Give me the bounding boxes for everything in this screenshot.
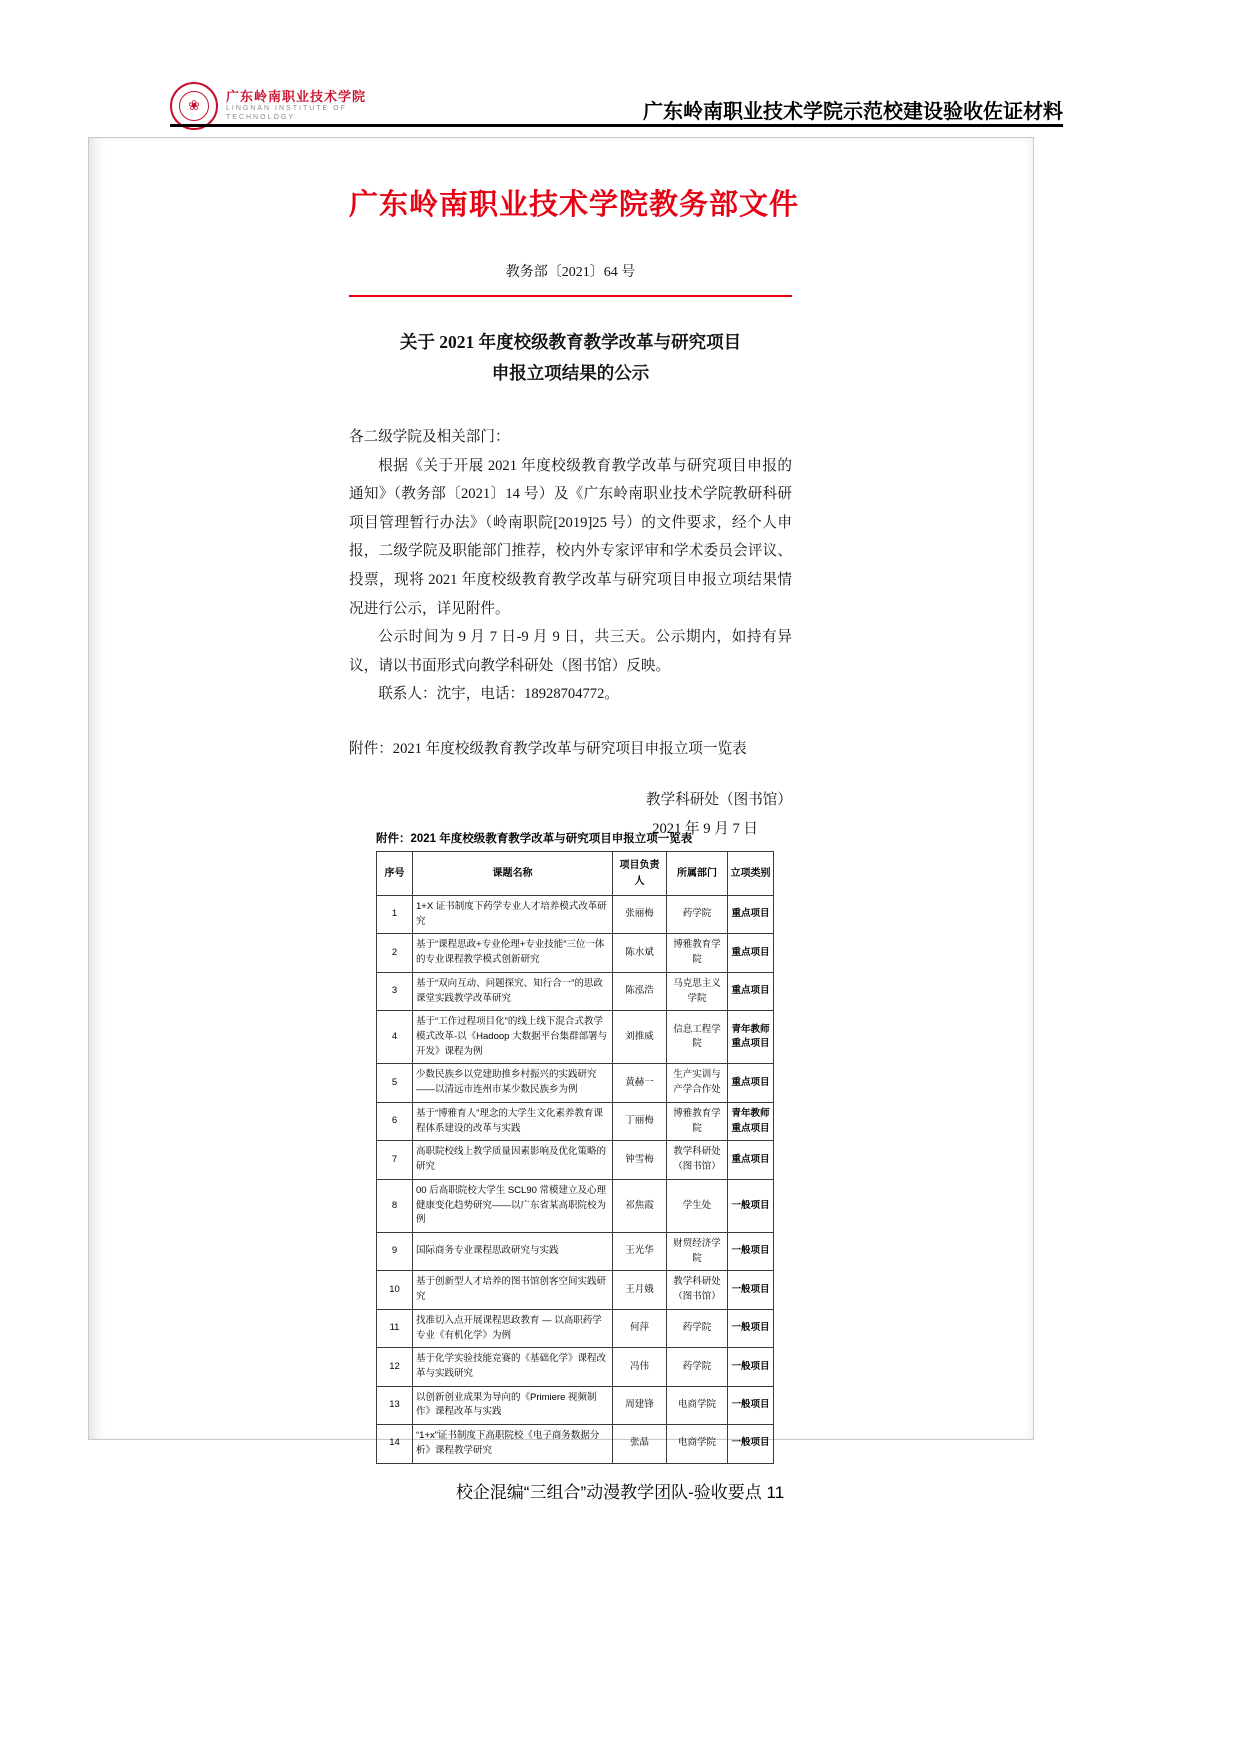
table-row: [377, 1141, 774, 1179]
cell-leader: 张晶: [613, 1425, 667, 1463]
document-attachment-note: 附件：2021 年度校级教育教学改革与研究项目申报立项一览表: [349, 740, 747, 757]
cell-category: 青年教师重点项目: [728, 1102, 774, 1140]
cell-category: 一般项目: [728, 1309, 774, 1347]
cell-category: 重点项目: [728, 896, 774, 934]
col-header-leader: 项目负责人: [613, 852, 667, 896]
cell-index: 12: [377, 1348, 413, 1386]
cell-leader: 王月娥: [613, 1271, 667, 1309]
cell-index: 11: [377, 1309, 413, 1347]
cell-index: 10: [377, 1271, 413, 1309]
table-row: [377, 972, 774, 1010]
document-subject-line1: 关于 2021 年度校级教育教学改革与研究项目: [399, 332, 742, 352]
cell-leader: 王光华: [613, 1232, 667, 1270]
col-header-department: 所属部门: [667, 852, 728, 896]
attachment-table-caption: 附件：2021 年度校级教育教学改革与研究项目申报立项一览表: [376, 833, 693, 845]
cell-title: 以创新创业成果为导向的《Primiere 视频制作》课程改革与实践: [413, 1386, 613, 1424]
document-issuer: 教学科研处（图书馆）: [646, 791, 792, 808]
document-paragraph: 联系人：沈宇，电话：18928704772。: [378, 686, 619, 703]
cell-index: 14: [377, 1425, 413, 1463]
col-header-index: 序号: [377, 852, 413, 896]
document-subject: [349, 327, 792, 389]
cell-leader: 钟雪梅: [613, 1141, 667, 1179]
cell-leader: 丁丽梅: [613, 1102, 667, 1140]
table-row: [377, 1011, 774, 1064]
cell-index: 2: [377, 934, 413, 972]
cell-index: 9: [377, 1232, 413, 1270]
page-footer: 校企混编“三组合”动漫教学团队-验收要点 11: [455, 1483, 785, 1502]
cell-category: 青年教师重点项目: [728, 1011, 774, 1064]
attachment-section: [376, 830, 773, 1464]
col-header-title: 课题名称: [413, 852, 613, 896]
cell-index: 3: [377, 972, 413, 1010]
cell-category: 一般项目: [728, 1271, 774, 1309]
cell-index: 7: [377, 1141, 413, 1179]
cell-leader: 冯伟: [613, 1348, 667, 1386]
cell-index: 13: [377, 1386, 413, 1424]
cell-department: 药学院: [667, 1309, 728, 1347]
table-row: [377, 1348, 774, 1386]
cell-department: 教学科研处（图书馆）: [667, 1141, 728, 1179]
school-name-cn: 广东岭南职业技术学院: [226, 89, 367, 105]
cell-department: 博雅教育学院: [667, 1102, 728, 1140]
cell-category: 重点项目: [728, 1064, 774, 1102]
header-title: 广东岭南职业技术学院示范校建设验收佐证材料: [643, 101, 1063, 123]
cell-title: 基于“课程思政+专业伦理+专业技能”三位一体的专业课程教学模式创新研究: [413, 934, 613, 972]
school-seal-inner-icon: ❀: [179, 91, 209, 121]
cell-index: 6: [377, 1102, 413, 1140]
document-body: [349, 423, 792, 709]
cell-leader: 周建锋: [613, 1386, 667, 1424]
school-seal-icon: [170, 82, 218, 130]
cell-category: 重点项目: [728, 972, 774, 1010]
cell-leader: 刘推威: [613, 1011, 667, 1064]
cell-title: 基于“工作过程项目化”的线上线下混合式教学模式改革-以《Hadoop 大数据平台集群部署与开发》课程为例: [413, 1011, 613, 1064]
cell-department: 信息工程学院: [667, 1011, 728, 1064]
table-row: [377, 1064, 774, 1102]
table-row: [377, 1425, 774, 1463]
table-row: [377, 896, 774, 934]
cell-title: 基于“双向互动、问题探究、知行合一”的思政课堂实践教学改革研究: [413, 972, 613, 1010]
attachment-table: [376, 851, 774, 1464]
school-logo: [170, 82, 366, 130]
cell-title: 少数民族乡以党建助推乡村振兴的实践研究——以清远市连州市某少数民族乡为例: [413, 1064, 613, 1102]
document-page: [88, 137, 1034, 1456]
cell-index: 1: [377, 896, 413, 934]
cell-department: 电商学院: [667, 1425, 728, 1463]
cell-index: 5: [377, 1064, 413, 1102]
document-number: 教务部〔2021〕64 号: [505, 265, 636, 280]
cell-leader: 张丽梅: [613, 896, 667, 934]
school-name-en-line2: TECHNOLOGY: [226, 114, 296, 122]
cell-leader: 陈水斌: [613, 934, 667, 972]
cell-title: 高职院校线上教学质量因素影响及优化策略的研究: [413, 1141, 613, 1179]
attachment-table-body: [377, 896, 774, 1464]
cell-title: 00 后高职院校大学生 SCL90 常模建立及心理健康变化趋势研究——以广东省某高职院校为例: [413, 1179, 613, 1232]
table-row: [377, 1309, 774, 1347]
cell-title: “1+x”证书制度下高职院校《电子商务数据分析》课程教学研究: [413, 1425, 613, 1463]
table-row: [377, 1386, 774, 1424]
cell-category: 一般项目: [728, 1179, 774, 1232]
table-row: [377, 1179, 774, 1232]
table-row: [377, 1102, 774, 1140]
cell-leader: 陈泓浩: [613, 972, 667, 1010]
table-row: [377, 934, 774, 972]
col-header-category: 立项类别: [728, 852, 774, 896]
header-rule: [170, 124, 1063, 127]
cell-department: 马克思主义学院: [667, 972, 728, 1010]
cell-category: 一般项目: [728, 1348, 774, 1386]
cell-leader: 何萍: [613, 1309, 667, 1347]
document-paragraph: 根据《关于开展 2021 年度校级教育教学改革与研究项目申报的通知》（教务部〔2021〕14 号）及《广东岭南职业技术学院教研科研项目管理暂行办法》（岭南职院[2019]25 号）的文件要求，经个人申报，二级学院及职能部门推荐，校内外专家评审和学术委员会评议、投票，现将 2021 年度校级教育教学改革与研究项目申报立项结果情况进行公示，详见附件。: [349, 457, 792, 617]
table-row: [377, 1271, 774, 1309]
school-logo-text: [226, 89, 366, 123]
table-header-row: [377, 852, 774, 896]
document-content: [349, 138, 800, 838]
cell-leader: 祁焦霞: [613, 1179, 667, 1232]
cell-title: 基于化学实验技能竞赛的《基础化学》课程改革与实践研究: [413, 1348, 613, 1386]
document-paragraph: 公示时间为 9 月 7 日-9 月 9 日，共三天。公示期内，如持有异议，请以书面形式向教学科研处（图书馆）反映。: [349, 629, 792, 674]
cell-category: 一般项目: [728, 1425, 774, 1463]
cell-department: 教学科研处（图书馆）: [667, 1271, 728, 1309]
cell-title: 找准切入点开展课程思政教育 — 以高职药学专业《有机化学》为例: [413, 1309, 613, 1347]
cell-title: 1+X 证书制度下药学专业人才培养模式改革研究: [413, 896, 613, 934]
cell-category: 重点项目: [728, 1141, 774, 1179]
cell-leader: 黄赫一: [613, 1064, 667, 1102]
cell-department: 生产实训与产学合作处: [667, 1064, 728, 1102]
document-subject-line2: 申报立项结果的公示: [491, 363, 650, 383]
cell-department: 电商学院: [667, 1386, 728, 1424]
cell-department: 学生处: [667, 1179, 728, 1232]
cell-department: 财贸经济学院: [667, 1232, 728, 1270]
document-salutation: 各二级学院及相关部门：: [349, 429, 510, 445]
cell-category: 一般项目: [728, 1386, 774, 1424]
document-date: 2021 年 9 月 7 日: [652, 820, 758, 837]
cell-title: 基于“博雅育人”理念的大学生文化素养教育课程体系建设的改革与实践: [413, 1102, 613, 1140]
table-row: [377, 1232, 774, 1270]
cell-index: 8: [377, 1179, 413, 1232]
cell-department: 药学院: [667, 1348, 728, 1386]
cell-category: 重点项目: [728, 934, 774, 972]
cell-department: 博雅教育学院: [667, 934, 728, 972]
cell-title: 国际商务专业课程思政研究与实践: [413, 1232, 613, 1270]
cell-department: 药学院: [667, 896, 728, 934]
cell-index: 4: [377, 1011, 413, 1064]
school-name-en-line1: LINGNAN INSTITUTE OF: [226, 105, 347, 113]
cell-category: 一般项目: [728, 1232, 774, 1270]
document-red-rule: [349, 295, 792, 297]
document-org-title: 广东岭南职业技术学院教务部文件: [349, 189, 800, 221]
cell-title: 基于创新型人才培养的图书馆创客空间实践研究: [413, 1271, 613, 1309]
attachment-table-head: [377, 852, 774, 896]
